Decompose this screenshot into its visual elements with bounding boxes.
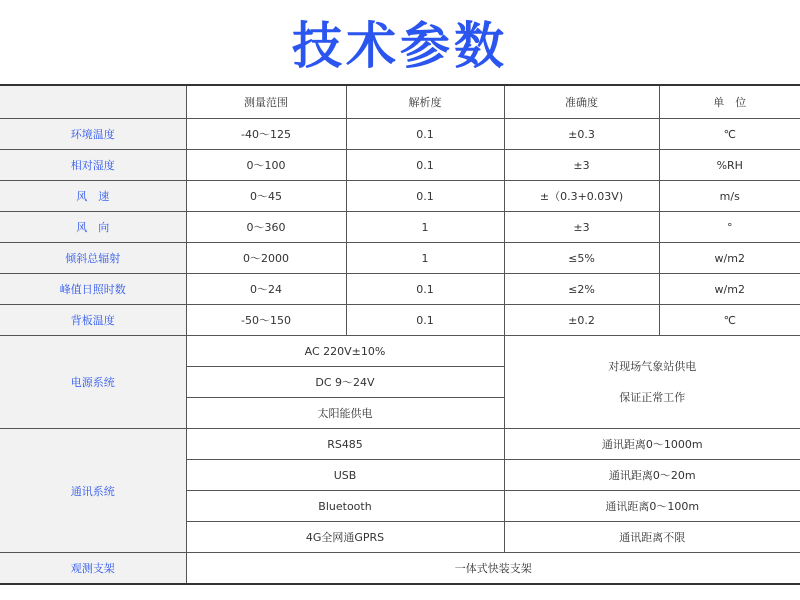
table-row — [0, 150, 800, 181]
accuracy-cell: ±0.3 — [504, 119, 659, 150]
comm-distance: 通讯距离不限 — [504, 522, 800, 553]
accuracy-cell: ±0.2 — [504, 305, 659, 336]
accuracy-cell: ±（0.3+0.03V) — [504, 181, 659, 212]
header-unit: 单 位 — [659, 85, 800, 119]
unit-cell: w/m2 — [659, 274, 800, 305]
comm-name: 4G全网通GPRS — [186, 522, 504, 553]
accuracy-cell: ±3 — [504, 150, 659, 181]
comm-label: 通讯系统 — [0, 429, 186, 553]
comm-name: Bluetooth — [186, 491, 504, 522]
row-label: 风 向 — [0, 212, 186, 243]
unit-cell: ℃ — [659, 305, 800, 336]
unit-cell: %RH — [659, 150, 800, 181]
range-cell: 0～24 — [186, 274, 346, 305]
table-row — [0, 119, 800, 150]
mount-row — [0, 553, 800, 585]
range-cell: -40～125 — [186, 119, 346, 150]
accuracy-cell: ≤2% — [504, 274, 659, 305]
unit-cell: w/m2 — [659, 243, 800, 274]
comm-name: USB — [186, 460, 504, 491]
page-title: 技术参数 — [292, 17, 508, 75]
mount-label: 观测支架 — [0, 553, 186, 585]
power-note — [504, 336, 800, 429]
header-range: 测量范围 — [186, 85, 346, 119]
row-label: 背板温度 — [0, 305, 186, 336]
mount-value: 一体式快装支架 — [186, 553, 800, 585]
comm-distance: 通讯距离0～100m — [504, 491, 800, 522]
unit-cell: ° — [659, 212, 800, 243]
resolution-cell: 0.1 — [346, 274, 504, 305]
row-label: 风 速 — [0, 181, 186, 212]
unit-cell: m/s — [659, 181, 800, 212]
table-row — [0, 274, 800, 305]
comm-distance: 通讯距离0～20m — [504, 460, 800, 491]
resolution-cell: 1 — [346, 212, 504, 243]
power-note-line: 对现场气象站供电 — [608, 360, 697, 373]
power-option: DC 9～24V — [186, 367, 504, 398]
header-corner-cell — [0, 85, 186, 119]
resolution-cell: 0.1 — [346, 150, 504, 181]
comm-row — [0, 429, 800, 460]
comm-distance: 通讯距离0～1000m — [504, 429, 800, 460]
header-accuracy: 准确度 — [504, 85, 659, 119]
row-label: 倾斜总辐射 — [0, 243, 186, 274]
accuracy-cell: ±3 — [504, 212, 659, 243]
power-option: AC 220V±10% — [186, 336, 504, 367]
accuracy-cell: ≤5% — [504, 243, 659, 274]
spec-table — [0, 84, 800, 585]
resolution-cell: 0.1 — [346, 305, 504, 336]
range-cell: -50～150 — [186, 305, 346, 336]
table-header-row — [0, 85, 800, 119]
table-row — [0, 243, 800, 274]
range-cell: 0～2000 — [186, 243, 346, 274]
range-cell: 0～45 — [186, 181, 346, 212]
table-row — [0, 305, 800, 336]
power-option: 太阳能供电 — [186, 398, 504, 429]
table-row — [0, 212, 800, 243]
table-row — [0, 181, 800, 212]
row-label: 峰值日照时数 — [0, 274, 186, 305]
row-label: 环境温度 — [0, 119, 186, 150]
resolution-cell: 0.1 — [346, 181, 504, 212]
resolution-cell: 1 — [346, 243, 504, 274]
unit-cell: ℃ — [659, 119, 800, 150]
resolution-cell: 0.1 — [346, 119, 504, 150]
power-note-line: 保证正常工作 — [619, 391, 686, 404]
range-cell: 0～100 — [186, 150, 346, 181]
row-label: 相对湿度 — [0, 150, 186, 181]
range-cell: 0～360 — [186, 212, 346, 243]
power-label: 电源系统 — [0, 336, 186, 429]
header-resolution: 解析度 — [346, 85, 504, 119]
comm-name: RS485 — [186, 429, 504, 460]
power-row — [0, 336, 800, 367]
